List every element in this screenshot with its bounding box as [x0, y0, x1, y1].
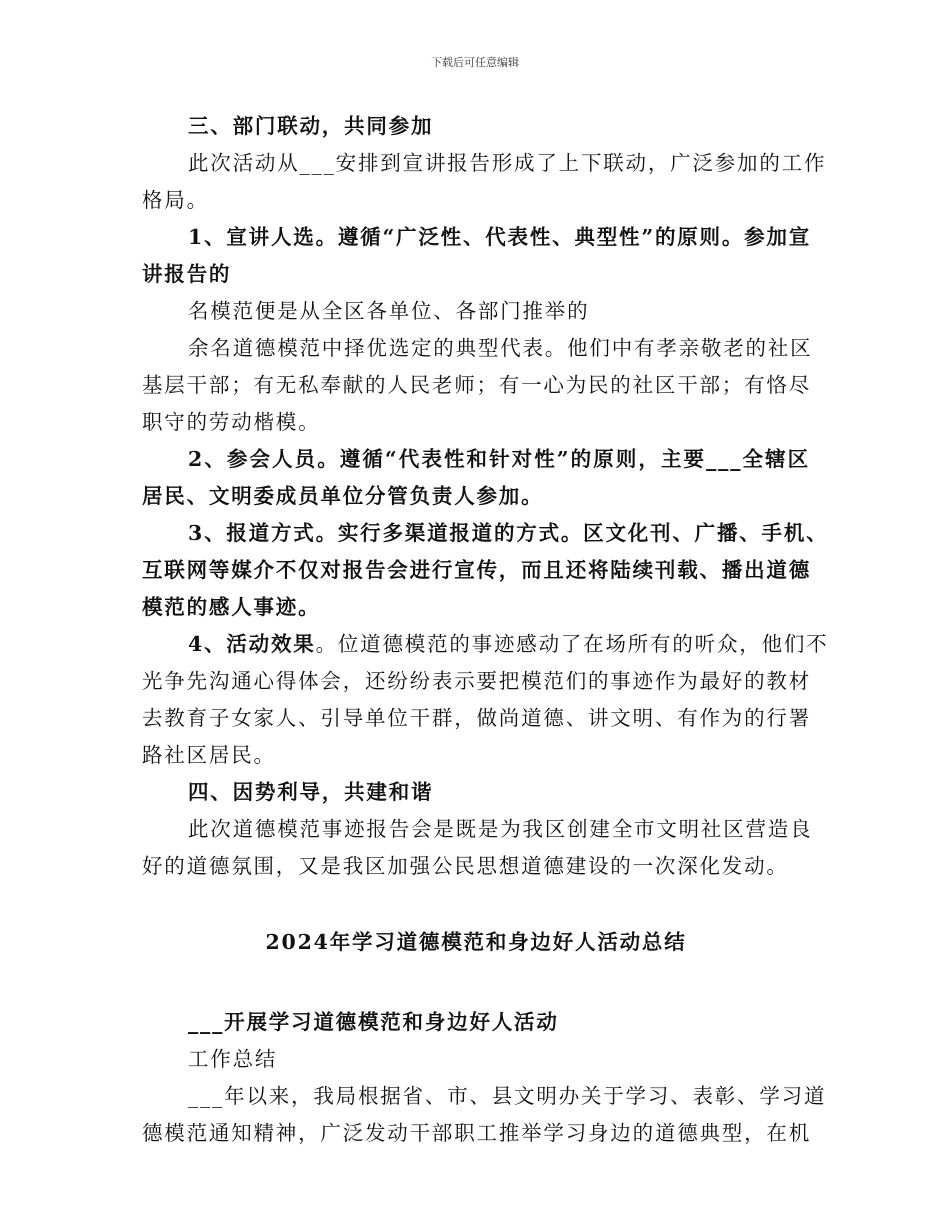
text-line: 格局。 [142, 188, 209, 212]
text-line: 基层干部；有无私奉献的人民老师；有一心为民的社区干部；有恪尽 [142, 373, 811, 397]
text-line: 光争先沟通心得体会，还纷纷表示要把模范们的事迹作为最好的教材 [142, 669, 811, 693]
text-line: 3、报道方式。实行多渠道报道的方式。区文化刊、广播、手机、 [188, 521, 829, 545]
text-line [142, 626, 829, 663]
text-line: 德模范通知精神，广泛发动干部职工推举学习身边的道德典型，在机 [142, 1121, 811, 1145]
text-line: 2024年学习道德模范和身边好人活动总结 [265, 930, 687, 954]
text-line: 模范的感人事迹。 [142, 595, 321, 619]
text-line: 四、因势利导，共建和谐 [188, 780, 434, 804]
text-line: ___年以来，我局根据省、市、县文明办关于学习、表彰、学习道 [188, 1084, 827, 1108]
text-line: 余名道德模范中择优选定的典型代表。他们中有孝亲敬老的社区 [188, 336, 813, 360]
text-line: 互联网等媒介不仅对报告会进行宣传，而且还将陆续刊载、播出道德 [142, 558, 811, 582]
line-rest: 。位道德模范的事迹感动了在场所有的听众，他们不 [315, 632, 829, 656]
text-line: 去教育子女家人、引导单位干群，做尚道德、讲文明、有作为的行署 [142, 706, 811, 730]
text-line: 讲报告的 [142, 262, 232, 286]
text-line: 职守的劳动楷模。 [142, 410, 321, 434]
text-line: 路社区居民。 [142, 743, 276, 767]
bold-lead: 4、活动效果 [188, 632, 316, 656]
text-line: 三、部门联动，共同参加 [188, 114, 434, 138]
text-line: 名模范便是从全区各单位、各部门推举的 [188, 299, 590, 323]
text-line: 此次活动从___安排到宣讲报告形成了上下联动，广泛参加的工作 [188, 151, 827, 175]
text-line: 此次道德模范事迹报告会是既是为我区创建全市文明社区营造良 [188, 817, 813, 841]
blank-line [142, 961, 810, 998]
document-body [142, 108, 829, 1152]
text-line: 好的道德氛围，又是我区加强公民思想道德建设的一次深化发动。 [142, 854, 789, 878]
text-line: 1、宣讲人选。遵循“广泛性、代表性、典型性”的原则。参加宣 [188, 225, 812, 249]
text-line: 工作总结 [188, 1047, 278, 1071]
text-line: 居民、文明委成员单位分管负责人参加。 [142, 484, 544, 508]
text-line: ___开展学习道德模范和身边好人活动 [188, 1010, 559, 1034]
blank-line [142, 885, 810, 922]
text-line: 2、参会人员。遵循“代表性和针对性”的原则，主要___全辖区 [188, 447, 810, 471]
page-header: 下载后可任意编辑 [431, 56, 519, 69]
